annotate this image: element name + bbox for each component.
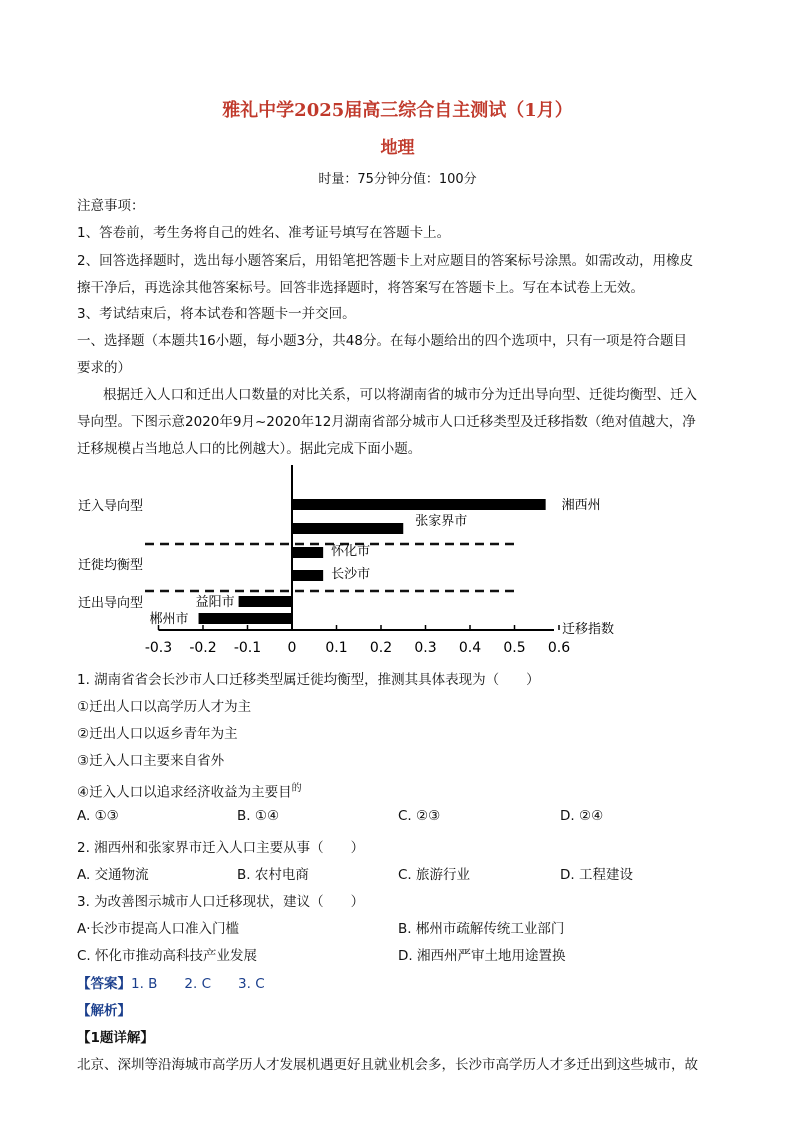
q1-option-c: C. ②③ xyxy=(398,808,441,824)
subject-title: 地理 xyxy=(380,138,415,158)
analysis-text: 北京、深圳等沿海城市高学历人才发展机遇更好且就业机会多，长沙市高学历人才多迁出到这些城市，故 xyxy=(77,1057,698,1073)
q1-item-1: ①迁出人口以高学历人才为主 xyxy=(77,699,252,715)
section-heading-a: 一、选择题（本题共16小题，每小题3分，共48分。在每小题给出的四个选项中，只有一项是符合题目 xyxy=(77,333,687,349)
bar-4 xyxy=(292,570,323,581)
q1-item-2: ②迁出人口以返乡青年为主 xyxy=(77,726,238,742)
stem-line-3: 迁移规模占当地总人口的比例越大）。据此完成下面小题。 xyxy=(77,441,422,457)
note-1: 1、答卷前，考生务将自己的姓名、准考证号填写在答题卡上。 xyxy=(77,225,451,241)
note-2a: 2、回答选择题时，选出每小题答案后，用铅笔把答题卡上对应题目的答案标号涂黑。如需改动，用橡皮 xyxy=(77,253,694,269)
x-tick-label-4: 0.1 xyxy=(325,640,348,656)
q1-item-4 xyxy=(77,779,727,801)
x-tick-label-0: -0.3 xyxy=(144,640,173,656)
q2-option-d: D. 工程建设 xyxy=(560,867,633,883)
answer-line xyxy=(77,972,727,992)
q2-option-b: B. 农村电商 xyxy=(237,867,309,883)
x-axis-label: 迁移指数 xyxy=(562,622,615,637)
q1-item-4-sup: 的 xyxy=(291,783,302,794)
detail-label: 【1题详解】 xyxy=(77,1030,154,1046)
q1-stem: 1. 湖南省省会长沙市人口迁移类型属迁徙均衡型，推测其具体表现为（ ） xyxy=(77,672,540,688)
bar-1-label: 湘西州 xyxy=(561,498,601,513)
q2-option-c: C. 旅游行业 xyxy=(398,867,471,883)
q3-option-c: C. 怀化市推动高科技产业发展 xyxy=(77,948,258,964)
answer-label: 【答案】 xyxy=(77,976,131,992)
bar-3-label: 怀化市 xyxy=(331,544,371,559)
x-tick-label-7: 0.4 xyxy=(458,640,482,656)
note-3: 3、考试结束后，将本试卷和答题卡一并交回。 xyxy=(77,306,356,322)
bar-2-label: 张家界市 xyxy=(415,514,468,529)
exam-title: 雅礼中学2025届高三综合自主测试（1月） xyxy=(222,100,573,121)
q3-stem: 3. 为改善图示城市人口迁移现状，建议（ ） xyxy=(77,894,365,910)
notes-heading: 注意事项： xyxy=(77,198,145,214)
q1-option-d: D. ②④ xyxy=(560,808,604,824)
x-tick-label-9: 0.6 xyxy=(547,640,571,656)
section-heading-b: 要求的） xyxy=(77,360,131,376)
answer-value: 1. B 2. C 3. C xyxy=(131,976,265,992)
x-tick-label-1: -0.2 xyxy=(189,640,217,656)
bar-5 xyxy=(239,596,292,607)
group-label-in: 迁入导向型 xyxy=(78,499,144,514)
bar-6 xyxy=(199,613,292,624)
stem-line-1: 根据迁入人口和迁出人口数量的对比关系，可以将湖南省的城市分为迁出导向型、迁徙均衡型、迁入 xyxy=(103,387,697,403)
bar-6-label: 郴州市 xyxy=(149,612,189,627)
group-label-balance: 迁徙均衡型 xyxy=(78,558,144,573)
bar-4-label: 长沙市 xyxy=(331,567,371,582)
bar-3 xyxy=(292,547,323,558)
q3-option-d: D. 湘西州严审土地用途置换 xyxy=(398,948,566,964)
bar-5-label: 益阳市 xyxy=(195,595,235,610)
q1-item-3: ③迁入人口主要来自省外 xyxy=(77,753,225,769)
x-tick-label-5: 0.2 xyxy=(369,640,393,656)
q1-option-b: B. ①④ xyxy=(237,808,280,824)
group-label-out: 迁出导向型 xyxy=(78,596,144,611)
bar-2 xyxy=(292,523,403,534)
x-tick-label-2: -0.1 xyxy=(233,640,262,656)
x-tick-label-3: 0 xyxy=(287,640,297,656)
stem-line-2: 导向型。下图示意2020年9月~2020年12月湖南省部分城市人口迁移类型及迁移指数（绝对值越大，净 xyxy=(77,414,696,430)
x-tick-label-8: 0.5 xyxy=(503,640,526,656)
q3-option-b: B. 郴州市疏解传统工业部门 xyxy=(398,921,565,937)
x-tick-label-6: 0.3 xyxy=(414,640,437,656)
q1-option-a: A. ①③ xyxy=(77,808,119,824)
analysis-label: 【解析】 xyxy=(77,1003,131,1019)
bar-1 xyxy=(292,499,546,510)
q2-option-a: A. 交通物流 xyxy=(77,867,149,883)
time-score: 时量：75分钟分值：100分 xyxy=(318,172,477,187)
migration-index-chart xyxy=(70,465,690,660)
q3-option-a: A·长沙市提高人口准入门槛 xyxy=(77,921,240,937)
q2-stem: 2. 湘西州和张家界市迁入人口主要从事（ ） xyxy=(77,840,365,856)
note-2b: 擦干净后，再选涂其他答案标号。回答非选择题时，将答案写在答题卡上。写在本试卷上无效。 xyxy=(77,280,644,296)
q1-item-4-text: ④迁入人口以追求经济收益为主要目 xyxy=(77,784,292,801)
